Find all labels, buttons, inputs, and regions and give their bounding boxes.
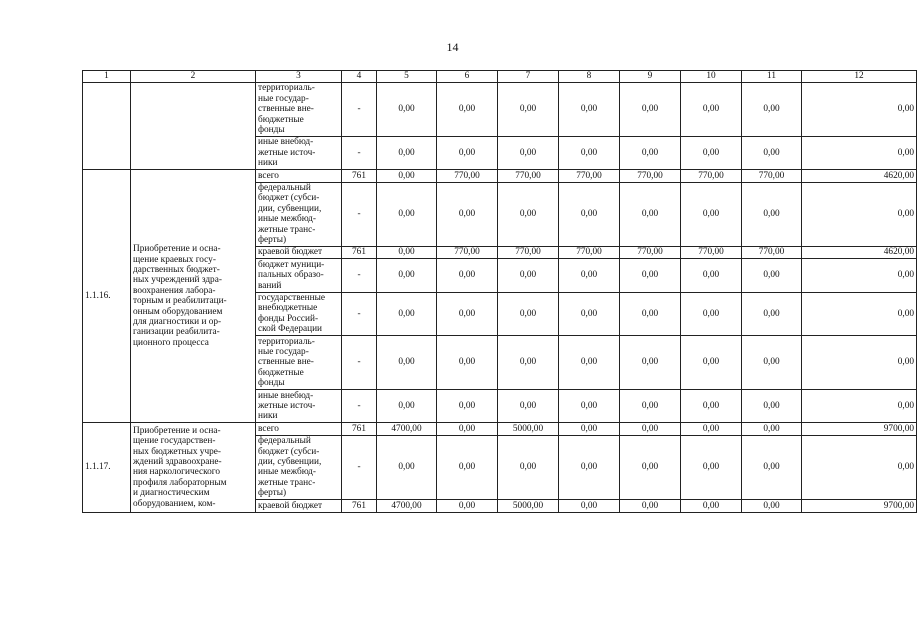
- funding-source: территориаль- ные государ- ственные вне- бюджетные фонды: [256, 336, 342, 390]
- funding-source: краевой бюджет: [256, 246, 342, 258]
- year-value: 0,00: [437, 423, 498, 435]
- year-value: 0,00: [620, 390, 681, 423]
- year-value: 0,00: [681, 423, 742, 435]
- column-number-8: 8: [559, 71, 620, 83]
- year-value: 0,00: [742, 500, 802, 512]
- year-value: 0,00: [377, 170, 437, 182]
- year-value: 5000,00: [498, 500, 559, 512]
- budget-code: -: [342, 435, 377, 499]
- page-number: 14: [446, 40, 459, 54]
- total-value: 0,00: [802, 83, 917, 137]
- column-numbers-row: [83, 71, 917, 83]
- year-value: 0,00: [620, 423, 681, 435]
- year-value: 0,00: [620, 182, 681, 246]
- item-number: [83, 83, 131, 170]
- total-value: 0,00: [802, 390, 917, 423]
- funding-source: государственные внебюджетные фонды Россий- ской Федерации: [256, 292, 342, 336]
- funding-source: федеральный бюджет (субси- дии, субвенции, иные межбюд- жетные транс- ферты): [256, 182, 342, 246]
- item-number: 1.1.16.: [83, 170, 131, 423]
- year-value: 5000,00: [498, 423, 559, 435]
- year-value: 0,00: [681, 435, 742, 499]
- funding-source: территориаль- ные государ- ственные вне- бюджетные фонды: [256, 83, 342, 137]
- column-number-2: 2: [131, 71, 256, 83]
- column-number-3: 3: [256, 71, 342, 83]
- funding-source: краевой бюджет: [256, 500, 342, 512]
- year-value: 770,00: [742, 170, 802, 182]
- year-value: 0,00: [498, 336, 559, 390]
- table-row: [83, 170, 917, 182]
- year-value: 0,00: [742, 259, 802, 292]
- year-value: 0,00: [377, 292, 437, 336]
- column-number-4: 4: [342, 71, 377, 83]
- year-value: 0,00: [620, 292, 681, 336]
- year-value: 0,00: [437, 292, 498, 336]
- year-value: 770,00: [559, 246, 620, 258]
- year-value: 0,00: [437, 182, 498, 246]
- year-value: 4700,00: [377, 500, 437, 512]
- year-value: 0,00: [498, 292, 559, 336]
- year-value: 0,00: [742, 423, 802, 435]
- total-value: 4620,00: [802, 246, 917, 258]
- year-value: 0,00: [377, 182, 437, 246]
- year-value: 0,00: [681, 83, 742, 137]
- year-value: 0,00: [559, 500, 620, 512]
- year-value: 0,00: [559, 336, 620, 390]
- year-value: 0,00: [498, 182, 559, 246]
- budget-code: -: [342, 336, 377, 390]
- budget-table: [82, 70, 917, 513]
- year-value: 0,00: [437, 390, 498, 423]
- year-value: 0,00: [559, 137, 620, 170]
- year-value: 0,00: [620, 435, 681, 499]
- year-value: 0,00: [620, 137, 681, 170]
- budget-code: 761: [342, 170, 377, 182]
- year-value: 0,00: [437, 435, 498, 499]
- column-number-11: 11: [742, 71, 802, 83]
- year-value: 0,00: [559, 435, 620, 499]
- year-value: 0,00: [377, 390, 437, 423]
- budget-code: 761: [342, 246, 377, 258]
- year-value: 0,00: [498, 137, 559, 170]
- budget-code: -: [342, 292, 377, 336]
- year-value: 0,00: [377, 83, 437, 137]
- year-value: 0,00: [742, 336, 802, 390]
- year-value: 0,00: [681, 292, 742, 336]
- year-value: 0,00: [742, 83, 802, 137]
- year-value: 770,00: [437, 246, 498, 258]
- year-value: 0,00: [742, 292, 802, 336]
- item-name: [131, 83, 256, 170]
- column-number-5: 5: [377, 71, 437, 83]
- year-value: 770,00: [742, 246, 802, 258]
- year-value: 0,00: [437, 259, 498, 292]
- total-value: 4620,00: [802, 170, 917, 182]
- budget-code: -: [342, 137, 377, 170]
- column-number-6: 6: [437, 71, 498, 83]
- year-value: 0,00: [681, 390, 742, 423]
- total-value: 9700,00: [802, 500, 917, 512]
- year-value: 0,00: [559, 182, 620, 246]
- year-value: 0,00: [681, 137, 742, 170]
- year-value: 770,00: [498, 170, 559, 182]
- year-value: 0,00: [377, 435, 437, 499]
- year-value: 0,00: [498, 435, 559, 499]
- year-value: 0,00: [559, 83, 620, 137]
- funding-source: иные внебюд- жетные источ- ники: [256, 390, 342, 423]
- year-value: 770,00: [559, 170, 620, 182]
- year-value: 0,00: [681, 259, 742, 292]
- total-value: 0,00: [802, 336, 917, 390]
- budget-code: -: [342, 83, 377, 137]
- column-number-9: 9: [620, 71, 681, 83]
- column-number-7: 7: [498, 71, 559, 83]
- year-value: 0,00: [377, 137, 437, 170]
- year-value: 0,00: [437, 336, 498, 390]
- total-value: 0,00: [802, 259, 917, 292]
- item-number: 1.1.17.: [83, 423, 131, 512]
- total-value: 0,00: [802, 137, 917, 170]
- year-value: 0,00: [437, 500, 498, 512]
- year-value: 0,00: [498, 259, 559, 292]
- year-value: 770,00: [620, 170, 681, 182]
- column-number-10: 10: [681, 71, 742, 83]
- item-name: Приобретение и осна- щение государствен- ных бюджетных учре- ждений здравоохране- ния наркологического профиля лабораторным и диагностическим оборудованием, ком-: [131, 423, 256, 512]
- year-value: 770,00: [498, 246, 559, 258]
- year-value: 0,00: [377, 259, 437, 292]
- year-value: 0,00: [559, 390, 620, 423]
- funding-source: всего: [256, 423, 342, 435]
- year-value: 4700,00: [377, 423, 437, 435]
- year-value: 770,00: [620, 246, 681, 258]
- year-value: 0,00: [620, 259, 681, 292]
- budget-code: 761: [342, 423, 377, 435]
- total-value: 0,00: [802, 435, 917, 499]
- funding-source: бюджет муници- пальных образо- ваний: [256, 259, 342, 292]
- budget-code: -: [342, 390, 377, 423]
- year-value: 770,00: [437, 170, 498, 182]
- year-value: 0,00: [620, 83, 681, 137]
- table-row: [83, 83, 917, 137]
- table-row: [83, 423, 917, 435]
- year-value: 0,00: [437, 83, 498, 137]
- budget-code: 761: [342, 500, 377, 512]
- total-value: 0,00: [802, 292, 917, 336]
- item-name: Приобретение и осна- щение краевых госу- дарственных бюджет- ных учреждений здра- воохранения лабора- торным и реабилитаци- онным оборудованием для диагностики и ор- ганизации реабилита- ционного процесса: [131, 170, 256, 423]
- funding-source: иные внебюд- жетные источ- ники: [256, 137, 342, 170]
- budget-code: -: [342, 182, 377, 246]
- funding-source: федеральный бюджет (субси- дии, субвенции, иные межбюд- жетные транс- ферты): [256, 435, 342, 499]
- year-value: 0,00: [742, 137, 802, 170]
- total-value: 0,00: [802, 182, 917, 246]
- year-value: 0,00: [620, 336, 681, 390]
- budget-code: -: [342, 259, 377, 292]
- year-value: 0,00: [437, 137, 498, 170]
- column-number-1: 1: [83, 71, 131, 83]
- year-value: 0,00: [377, 246, 437, 258]
- year-value: 770,00: [681, 170, 742, 182]
- year-value: 0,00: [742, 435, 802, 499]
- year-value: 770,00: [681, 246, 742, 258]
- year-value: 0,00: [559, 292, 620, 336]
- year-value: 0,00: [742, 182, 802, 246]
- year-value: 0,00: [498, 390, 559, 423]
- year-value: 0,00: [559, 259, 620, 292]
- year-value: 0,00: [681, 182, 742, 246]
- funding-source: всего: [256, 170, 342, 182]
- year-value: 0,00: [377, 336, 437, 390]
- year-value: 0,00: [681, 336, 742, 390]
- total-value: 9700,00: [802, 423, 917, 435]
- year-value: 0,00: [681, 500, 742, 512]
- year-value: 0,00: [742, 390, 802, 423]
- year-value: 0,00: [559, 423, 620, 435]
- year-value: 0,00: [620, 500, 681, 512]
- year-value: 0,00: [498, 83, 559, 137]
- column-number-12: 12: [802, 71, 917, 83]
